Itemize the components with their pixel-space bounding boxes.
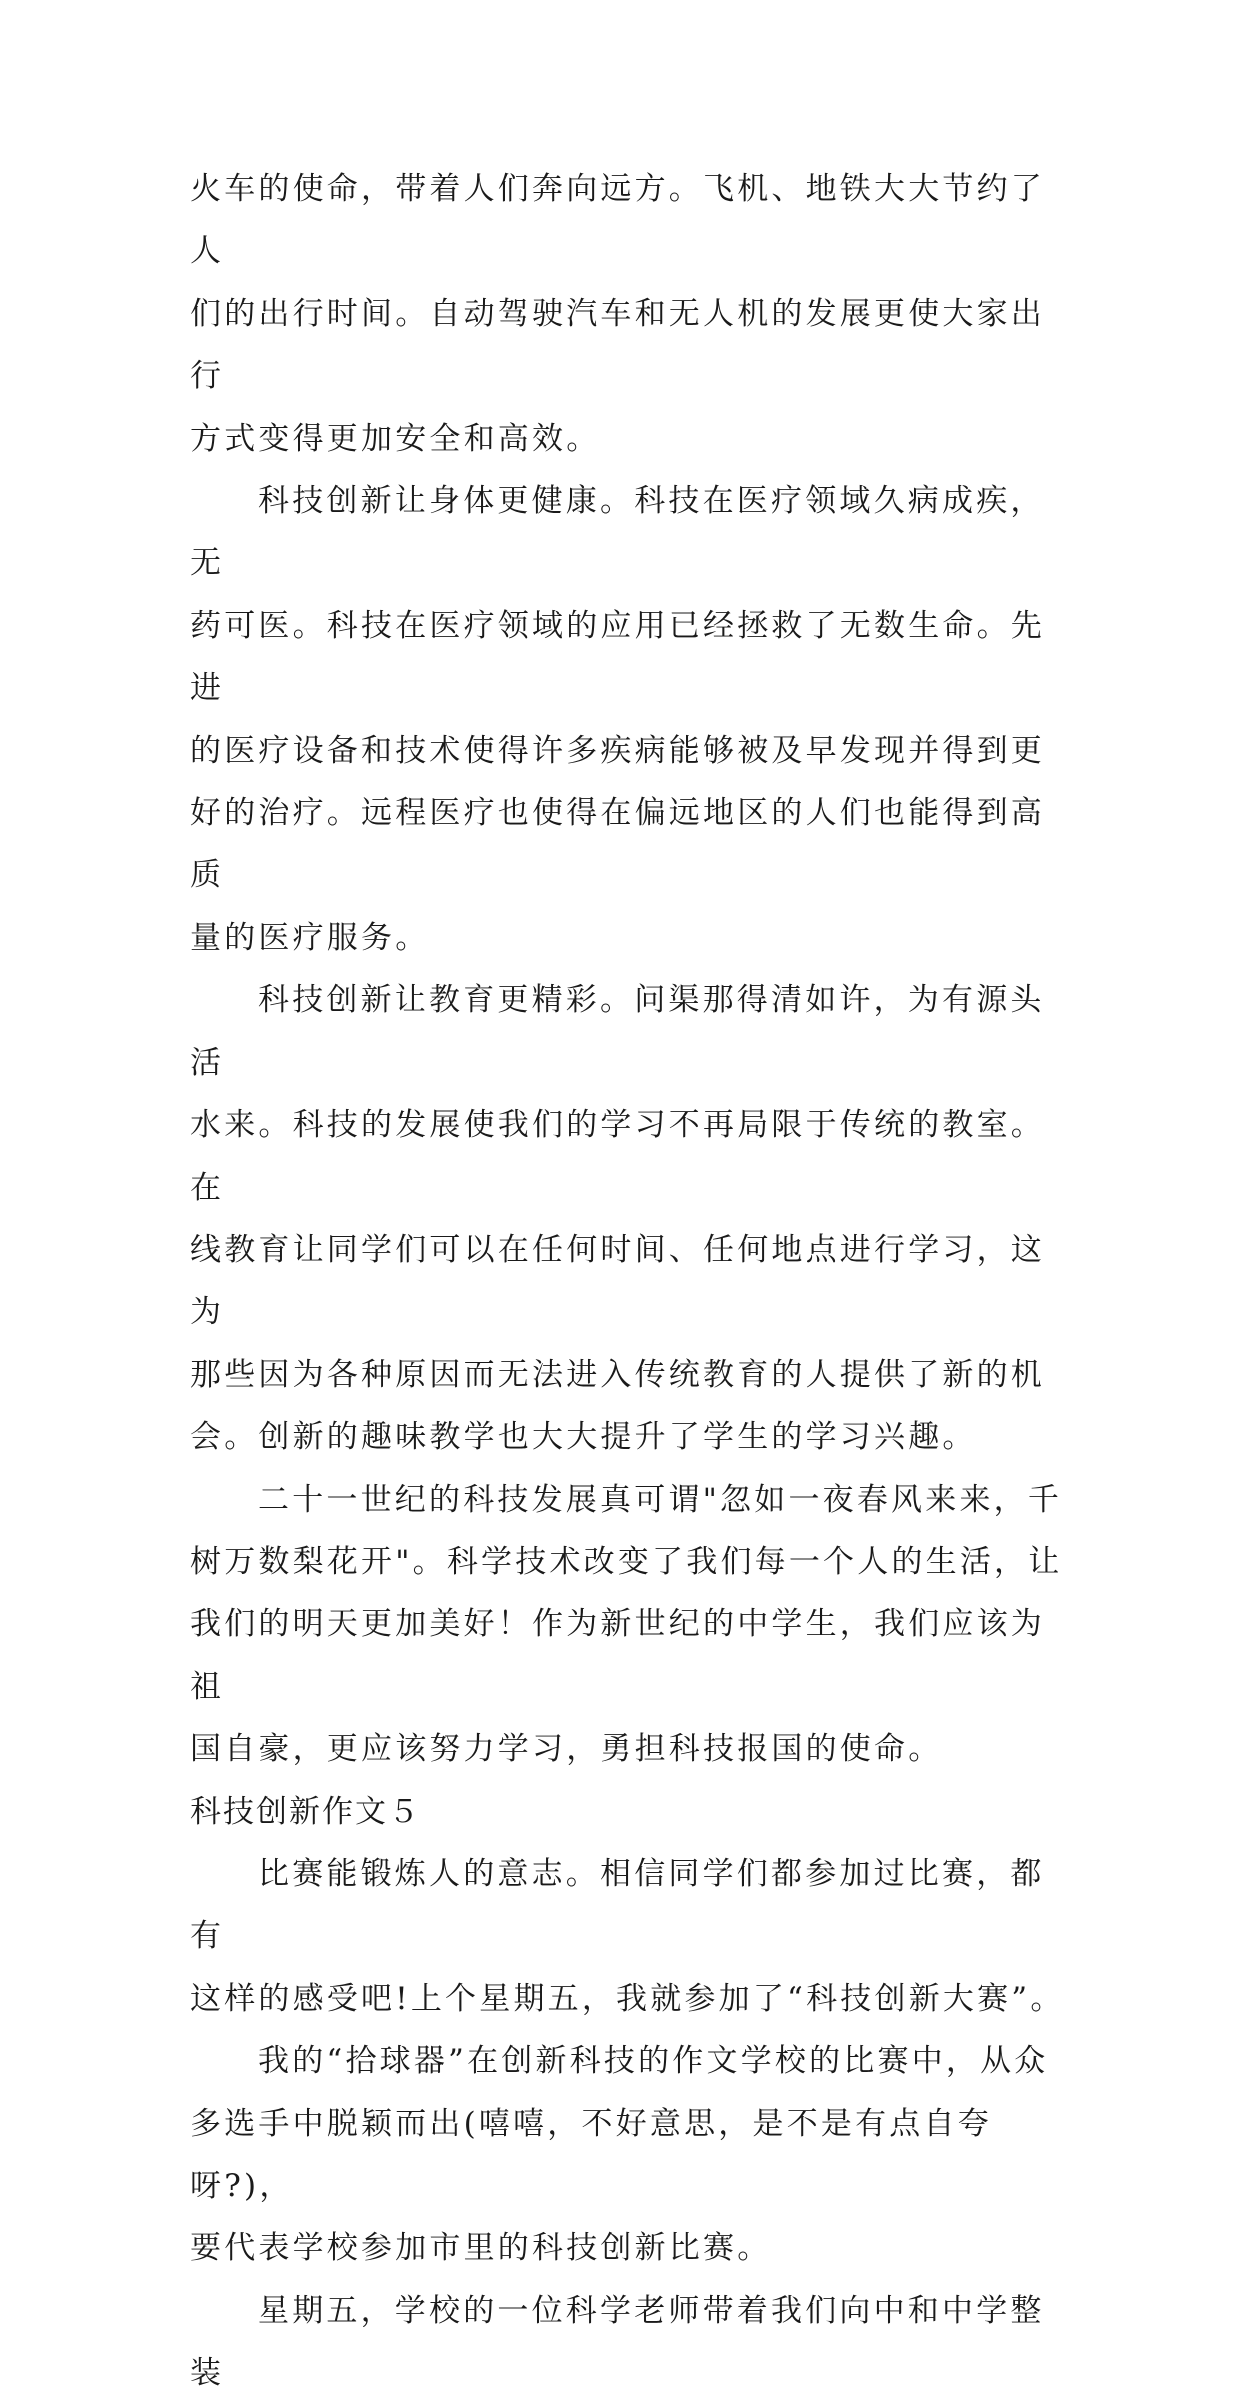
text-line: 们的出行时间。自动驾驶汽车和无人机的发展更使大家出行 [190,295,1045,395]
text-line: 线教育让同学们可以在任何时间、任何地点进行学习，这为 [190,1231,1045,1331]
text-line: 树万数梨花开"。科学技术改变了我们每一个人的生活，让 [190,1543,1063,1580]
text-line: 国自豪，更应该努力学习，勇担科技报国的使命。 [190,1731,943,1768]
text-line: 我们的明天更加美好！作为新世纪的中学生，我们应该为祖 [190,1606,1045,1705]
paragraph [190,2280,1070,2405]
paragraph [190,1469,1070,1781]
text-line: 比赛能锻炼人的意志。相信同学们都参加过比赛，都有 [190,1855,1045,1955]
paragraph [190,470,1070,969]
text-line: 这样的感受吧!上个星期五，我就参加了“科技创新大赛”。 [190,1980,1065,2017]
text-line: 火车的使命，带着人们奔向远方。飞机、地铁大大节约了人 [190,171,1045,270]
paragraph [190,1843,1070,2030]
text-line: 那些因为各种原因而无法进入传统教育的人提供了新的机 [190,1356,1045,1393]
paragraph [190,969,1070,1468]
text-line: 量的医疗服务。 [190,919,430,956]
text-line: 药可医。科技在医疗领域的应用已经拯救了无数生命。先进 [190,607,1045,707]
text-line: 科技创新让身体更健康。科技在医疗领域久病成疾，无 [190,483,1045,582]
text-line: 好的治疗。远程医疗也使得在偏远地区的人们也能得到高质 [190,795,1045,894]
text-line: 要代表学校参加市里的科技创新比赛。 [190,2230,772,2267]
text-line: 多选手中脱颖而出(嘻嘻，不好意思，是不是有点自夸呀?)， [190,2105,992,2204]
text-line: 会。创新的趣味教学也大大提升了学生的学习兴趣。 [190,1419,977,1456]
text-line: 科技创新让教育更精彩。问渠那得清如许，为有源头活 [190,982,1045,1081]
text-line: 水来。科技的发展使我们的学习不再局限于传统的教室。在 [190,1107,1045,1206]
paragraph [190,2030,1070,2280]
paragraph [190,158,1070,470]
text-line: 的医疗设备和技术使得许多疾病能够被及早发现并得到更 [190,732,1045,769]
document-body [190,158,1070,2405]
heading-text: 科技创新作文５ [190,1793,421,1830]
section-heading [190,1781,1070,1843]
text-line: 星期五，学校的一位科学老师带着我们向中和中学整装 [190,2292,1045,2392]
text-line: 我的“拾球器”在创新科技的作文学校的比赛中，从众 [258,2043,1049,2080]
text-line: 二十一世纪的科技发展真可谓"忽如一夜春风来来，千 [258,1481,1063,1518]
text-line: 方式变得更加安全和高效。 [190,420,601,457]
